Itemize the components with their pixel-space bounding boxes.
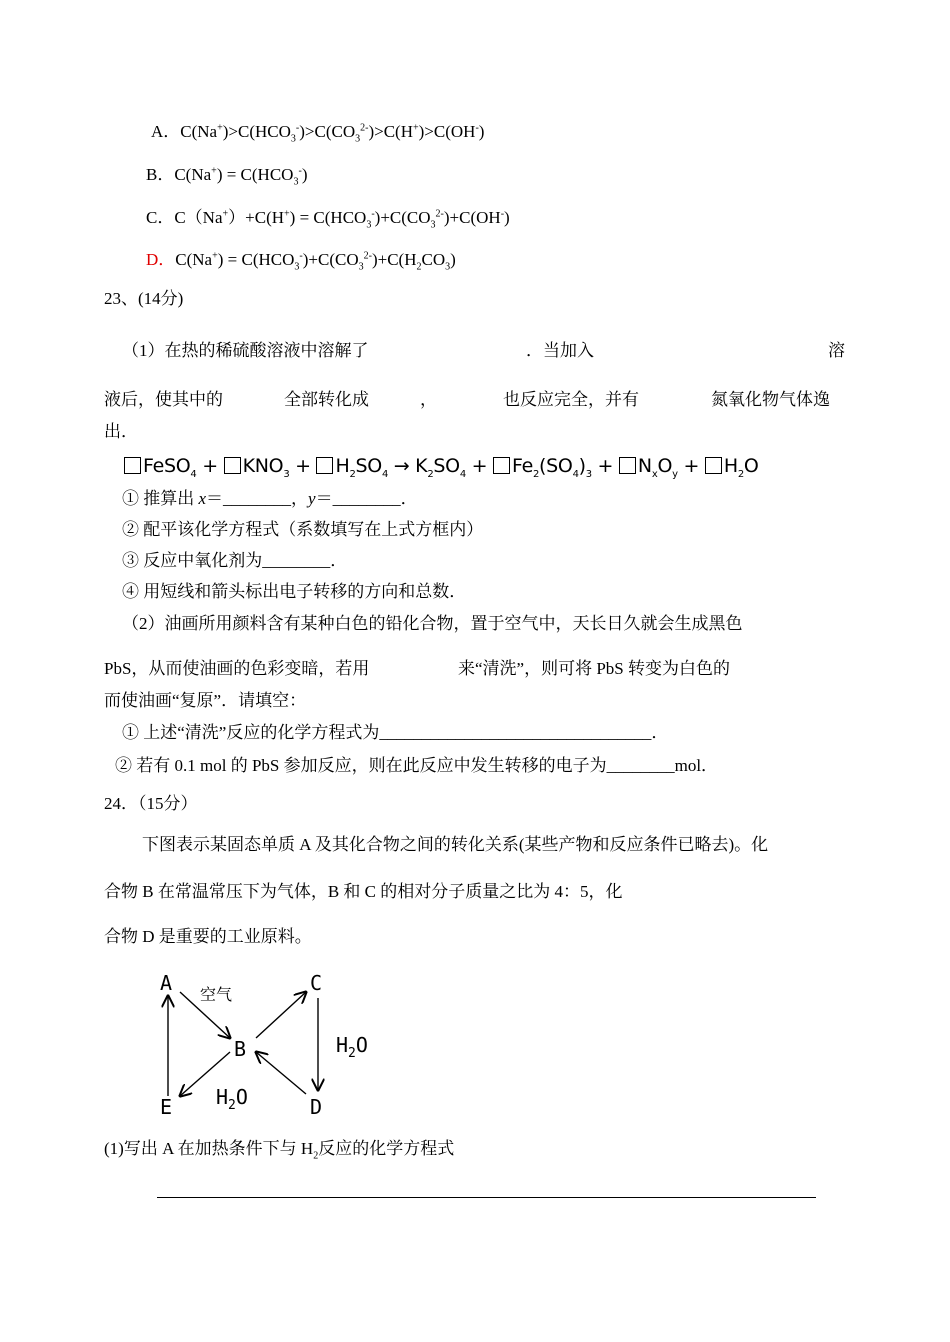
q23-p2-sub1: ① 上述“清洗”反应的化学方程式为________________________________． [122, 723, 669, 742]
q23-p1-line1c: 溶 [828, 341, 845, 360]
coefficient-box [493, 457, 510, 474]
node-b: B [234, 1037, 247, 1061]
q23-p1-line2e: 氮氧化物气体逸 [711, 390, 830, 409]
label-air: 空气 [200, 985, 233, 1004]
reaction-arrow: → [393, 455, 410, 477]
q23-sub2: ② 配平该化学方程式（系数填写在上式方框内） [122, 520, 484, 539]
label-h2o-c-to-d: $H_2O$ [336, 1033, 368, 1061]
coefficient-box [619, 457, 636, 474]
coefficient-box [705, 457, 722, 474]
q23-p1-line3: 出． [104, 422, 138, 441]
q23-p1-line1b: ．当加入 [526, 341, 594, 360]
conversion-diagram [150, 962, 400, 1122]
node-d: D [310, 1095, 323, 1119]
q24-para-line2: 合物 B 在常温常压下为气体，B 和 C 的相对分子质量之比为 4：5，化 [104, 882, 623, 901]
q23-p1-line2b: 全部转化成 [284, 390, 369, 409]
option-c: C．$C(Na^+)+C(H^+) = C(HCO_3^-)+C(CO_3^{2-})+C(OH^-)$ [146, 208, 510, 231]
q23-p2-line2b: 来“清洗”，则可将 PbS 转变为白色的 [458, 659, 730, 678]
option-c-letter: C． [146, 208, 175, 227]
q23-sub1: ① 推算出 x＝________，y＝________． [122, 489, 418, 508]
q24-heading: 24．（15分） [104, 794, 198, 813]
q23-p2-line3: 而使油画“复原”．请填空： [104, 691, 307, 710]
q23-p1-line1a: （1）在热的稀硫酸溶液中溶解了 [122, 341, 369, 360]
option-a: A．$C(Na^+)>C(HCO_3^-)>C(CO_3^{2-})>C(H^+)>C(OH^-)$ [151, 122, 485, 145]
option-d-letter: D． [146, 250, 176, 269]
q24-sub1: (1)写出 A 在加热条件下与 $H_2$反应的化学方程式 [104, 1139, 455, 1162]
option-b-letter: B． [146, 165, 175, 184]
option-b: B．$C(Na^+) = C(HCO_3^-)$ [146, 165, 308, 188]
q24-para-line3: 合物 D 是重要的工业原料。 [104, 927, 312, 946]
option-d: D．$C(Na^+) = C(HCO_3^-)+C(CO_3^{2-})+C(H_2CO_3)$ [146, 250, 456, 273]
coefficient-box [316, 457, 333, 474]
q23-p1-line2c: ， [420, 390, 437, 409]
option-a-letter: A． [151, 122, 181, 141]
label-h2o-b-to-e: $H_2O$ [216, 1085, 248, 1113]
q23-p2-sub2: ② 若有 0.1 mol 的 PbS 参加反应，则在此反应中发生转移的电子为________mol． [115, 756, 719, 775]
q23-sub3: ③ 反应中氧化剂为________． [122, 551, 348, 570]
q23-sub4: ④ 用短线和箭头标出电子转移的方向和总数． [122, 582, 467, 601]
chemical-equation: FeSO$_4$ + $KNO_3 + H_2SO_4 \to K_2SO_4 + Fe_2(SO_4)_3 + N_xO_y + H_2O$ [124, 455, 759, 477]
node-c: C [310, 971, 323, 995]
arrow-d-to-b [256, 1052, 306, 1094]
coefficient-box [124, 457, 141, 474]
node-e: E [160, 1095, 173, 1119]
node-a: A [160, 971, 173, 995]
q23-p2-line1: （2）油画所用颜料含有某种白色的铅化合物，置于空气中，天长日久就会生成黑色 [122, 614, 743, 633]
q24-para-line1: 下图表示某固态单质 A 及其化合物之间的转化关系(某些产物和反应条件已略去)。化 [142, 835, 769, 854]
q23-p1-line2d: 也反应完全，并有 [503, 390, 639, 409]
q23-p1-line2a: 液后，使其中的 [104, 390, 223, 409]
coefficient-box [224, 457, 241, 474]
q23-heading: 23、(14分) [104, 289, 184, 308]
q23-p2-line2a: PbS，从而使油画的色彩变暗，若用 [104, 659, 370, 678]
answer-blank-line [157, 1197, 816, 1198]
arrow-b-to-c [256, 992, 306, 1038]
